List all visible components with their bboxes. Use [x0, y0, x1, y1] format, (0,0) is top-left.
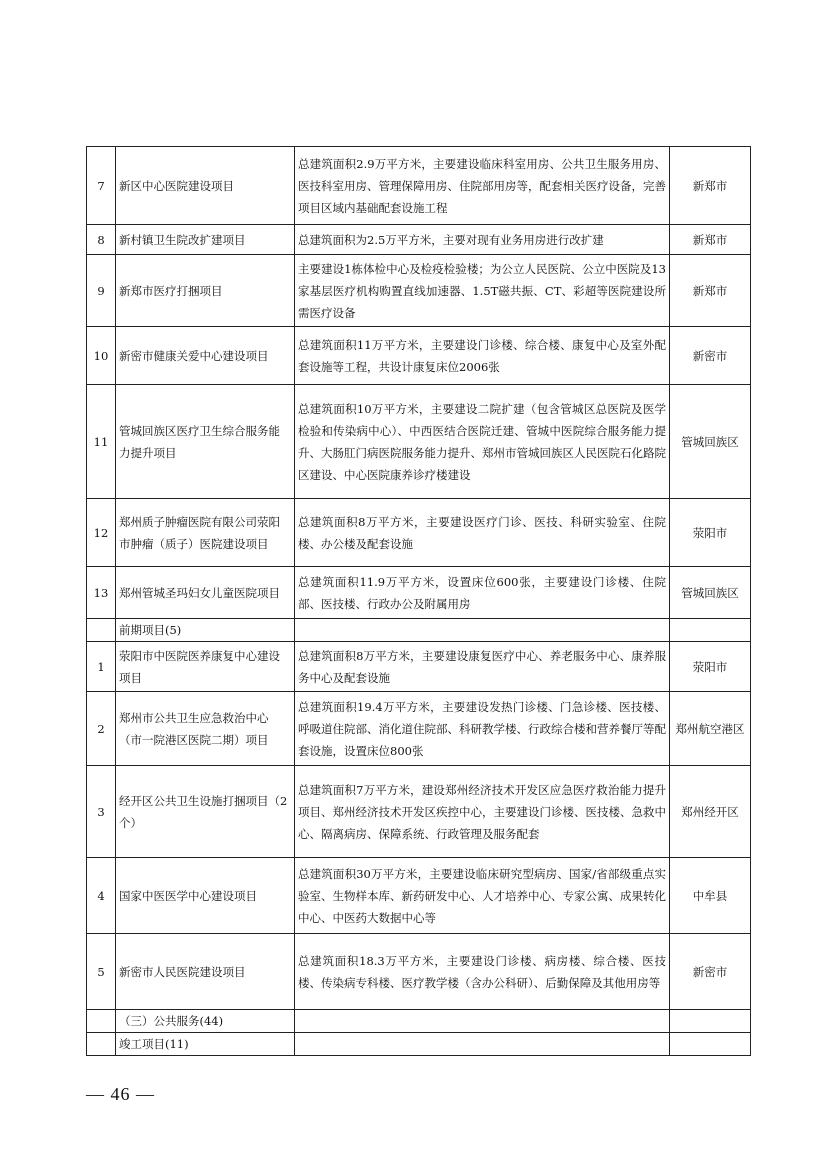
project-area — [670, 1010, 751, 1033]
table-row — [87, 766, 751, 858]
project-name: 新区中心医院建设项目 — [116, 147, 295, 225]
project-area: 荥阳市 — [670, 642, 751, 692]
project-name: 新密市健康关爱中心建设项目 — [116, 327, 295, 385]
table-row — [87, 567, 751, 619]
page-number: — 46 — — [86, 1084, 155, 1104]
table-row — [87, 255, 751, 327]
project-area: 新郑市 — [670, 147, 751, 225]
project-name: 管城回族区医疗卫生综合服务能力提升项目 — [116, 385, 295, 499]
row-number: 13 — [87, 567, 116, 619]
project-content: 总建筑面积8万平方米，主要建设医疗门诊、医技、科研实验室、住院楼、办公楼及配套设施 — [295, 499, 670, 567]
project-name: 荥阳市中医院医养康复中心建设项目 — [116, 642, 295, 692]
project-name: 经开区公共卫生设施打捆项目（2个） — [116, 766, 295, 858]
project-content: 总建筑面积18.3万平方米，主要建设门诊楼、病房楼、综合楼、医技楼、传染病专科楼、医疗教学楼（含办公科研）、后勤保障及其他用房等 — [295, 934, 670, 1010]
row-number — [87, 1033, 116, 1056]
project-content: 总建筑面积30万平方米，主要建设临床研究型病房、国家/省部级重点实验室、生物样本库、新药研发中心、人才培养中心、专家公寓、成果转化中心、中医药大数据中心等 — [295, 858, 670, 934]
table-row — [87, 225, 751, 255]
row-number: 2 — [87, 692, 116, 766]
project-content: 总建筑面积为2.5万平方米，主要对现有业务用房进行改扩建 — [295, 225, 670, 255]
table-row — [87, 934, 751, 1010]
project-content: 总建筑面积11.9万平方米，设置床位600张，主要建设门诊楼、住院部、医技楼、行政办公及附属用房 — [295, 567, 670, 619]
table-row — [87, 385, 751, 499]
project-area: 管城回族区 — [670, 567, 751, 619]
row-number: 1 — [87, 642, 116, 692]
table-row — [87, 858, 751, 934]
row-number: 12 — [87, 499, 116, 567]
project-name: 新郑市医疗打捆项目 — [116, 255, 295, 327]
row-number: 7 — [87, 147, 116, 225]
project-content — [295, 619, 670, 642]
project-content: 总建筑面积19.4万平方米，主要建设发热门诊楼、门急诊楼、医技楼、呼吸道住院部、消化道住院部、科研教学楼、行政综合楼和营养餐厅等配套设施，设置床位800张 — [295, 692, 670, 766]
project-area: 郑州经开区 — [670, 766, 751, 858]
table-row — [87, 147, 751, 225]
project-content: 主要建设1栋体检中心及检疫检验楼；为公立人民医院、公立中医院及13家基层医疗机构购置直线加速器、1.5T磁共振、CT、彩超等医院建设所需医疗设备 — [295, 255, 670, 327]
project-name: 郑州市公共卫生应急救治中心（市一院港区医院二期）项目 — [116, 692, 295, 766]
project-content: 总建筑面积2.9万平方米，主要建设临床科室用房、公共卫生服务用房、医技科室用房、管理保障用房、住院部用房等，配套相关医疗设备，完善项目区域内基础配套设施工程 — [295, 147, 670, 225]
row-number: 8 — [87, 225, 116, 255]
section-heading: 前期项目(5) — [116, 619, 295, 642]
project-area — [670, 619, 751, 642]
project-name: 郑州质子肿瘤医院有限公司荥阳市肿瘤（质子）医院建设项目 — [116, 499, 295, 567]
table-row — [87, 499, 751, 567]
row-number: 10 — [87, 327, 116, 385]
section-row — [87, 1010, 751, 1033]
project-area — [670, 1033, 751, 1056]
section-row — [87, 619, 751, 642]
project-name: 新密市人民医院建设项目 — [116, 934, 295, 1010]
section-heading: 竣工项目(11) — [116, 1033, 295, 1056]
project-area: 新郑市 — [670, 225, 751, 255]
row-number — [87, 1010, 116, 1033]
project-area: 新密市 — [670, 934, 751, 1010]
project-content — [295, 1010, 670, 1033]
table-row — [87, 692, 751, 766]
project-area: 新密市 — [670, 327, 751, 385]
project-content: 总建筑面积10万平方米，主要建设二院扩建（包含管城区总医院及医学检验和传染病中心）、中西医结合医院迁建、管城中医院综合服务能力提升、大肠肛门病医院服务能力提升、郑州市管城回族区人民医院石化路院区建设、中心医院康养诊疗楼建设 — [295, 385, 670, 499]
row-number — [87, 619, 116, 642]
project-area: 管城回族区 — [670, 385, 751, 499]
section-row — [87, 1033, 751, 1056]
row-number: 11 — [87, 385, 116, 499]
project-content: 总建筑面积7万平方米，建设郑州经济技术开发区应急医疗救治能力提升项目、郑州经济技术开发区疾控中心，主要建设门诊楼、医技楼、急救中心、隔离病房、保障系统、行政管理及服务配套 — [295, 766, 670, 858]
table-row — [87, 642, 751, 692]
project-table — [86, 146, 751, 1056]
project-content: 总建筑面积8万平方米，主要建设康复医疗中心、养老服务中心、康养服务中心及配套设施 — [295, 642, 670, 692]
project-area: 荥阳市 — [670, 499, 751, 567]
project-area: 郑州航空港区 — [670, 692, 751, 766]
section-heading: （三）公共服务(44) — [116, 1010, 295, 1033]
table-row — [87, 327, 751, 385]
project-content — [295, 1033, 670, 1056]
project-name: 新村镇卫生院改扩建项目 — [116, 225, 295, 255]
project-content: 总建筑面积11万平方米，主要建设门诊楼、综合楼、康复中心及室外配套设施等工程，共设计康复床位2006张 — [295, 327, 670, 385]
row-number: 3 — [87, 766, 116, 858]
row-number: 9 — [87, 255, 116, 327]
project-name: 国家中医医学中心建设项目 — [116, 858, 295, 934]
project-name: 郑州管城圣玛妇女儿童医院项目 — [116, 567, 295, 619]
project-area: 新郑市 — [670, 255, 751, 327]
project-area: 中牟县 — [670, 858, 751, 934]
row-number: 5 — [87, 934, 116, 1010]
row-number: 4 — [87, 858, 116, 934]
